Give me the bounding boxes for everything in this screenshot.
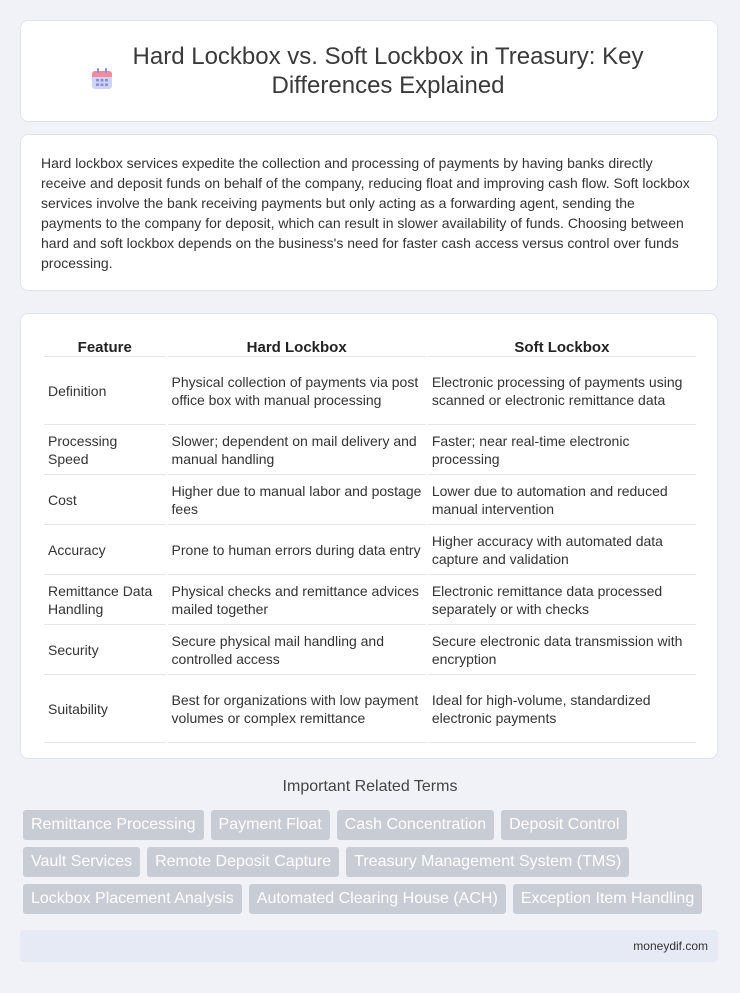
table-row bbox=[44, 425, 696, 475]
footer-site[interactable]: moneydif.com bbox=[633, 939, 708, 953]
hard-cell: Best for organizations with low payment volumes or complex remittance bbox=[168, 675, 426, 743]
tag-remittance-processing[interactable]: Remittance Processing bbox=[23, 810, 204, 840]
tag-treasury-management-system[interactable]: Treasury Management System (TMS) bbox=[346, 847, 629, 877]
feature-cell: Processing Speed bbox=[44, 425, 166, 475]
comparison-table-card bbox=[20, 313, 718, 759]
tag-vault-services[interactable]: Vault Services bbox=[23, 847, 140, 877]
tag-automated-clearing-house[interactable]: Automated Clearing House (ACH) bbox=[249, 884, 506, 914]
tag-remote-deposit-capture[interactable]: Remote Deposit Capture bbox=[147, 847, 339, 877]
related-terms-heading: Important Related Terms bbox=[282, 778, 458, 795]
hard-cell: Higher due to manual labor and postage fees bbox=[168, 475, 426, 525]
table-header-soft: Soft Lockbox bbox=[428, 334, 696, 357]
summary-text: Hard lockbox services expedite the collection and processing of payments by having banks directly receive and deposit funds on behalf of the company, reducing float and improving cash flow. Soft lockbox services involve the bank receiving payments but only acting as a forwarding agent, sending the payments to the company for deposit, which can result in slower availability of funds. Choosing between hard and soft lockbox depends on the business's need for faster cash access versus control over funds processing. bbox=[41, 155, 690, 271]
tag-lockbox-placement-analysis[interactable]: Lockbox Placement Analysis bbox=[23, 884, 242, 914]
soft-cell: Electronic processing of payments using scanned or electronic remittance data bbox=[428, 357, 696, 425]
feature-cell: Remittance Data Handling bbox=[44, 575, 166, 625]
feature-cell: Accuracy bbox=[44, 525, 166, 575]
feature-cell: Definition bbox=[44, 357, 166, 425]
feature-cell: Suitability bbox=[44, 675, 166, 743]
soft-cell: Secure electronic data transmission with encryption bbox=[428, 625, 696, 675]
soft-cell: Higher accuracy with automated data capture and validation bbox=[428, 525, 696, 575]
table-header-feature: Feature bbox=[44, 334, 166, 357]
calendar-icon bbox=[89, 66, 115, 92]
hard-cell: Slower; dependent on mail delivery and manual handling bbox=[168, 425, 426, 475]
tag-payment-float[interactable]: Payment Float bbox=[211, 810, 330, 840]
soft-cell: Faster; near real-time electronic processing bbox=[428, 425, 696, 475]
title-card bbox=[20, 20, 718, 122]
soft-cell: Lower due to automation and reduced manual intervention bbox=[428, 475, 696, 525]
table-row bbox=[44, 475, 696, 525]
related-terms-list bbox=[23, 810, 723, 921]
hard-cell: Prone to human errors during data entry bbox=[168, 525, 426, 575]
summary-card bbox=[20, 134, 718, 291]
tag-exception-item-handling[interactable]: Exception Item Handling bbox=[513, 884, 702, 914]
table-row bbox=[44, 575, 696, 625]
feature-cell: Cost bbox=[44, 475, 166, 525]
table-header-hard: Hard Lockbox bbox=[168, 334, 426, 357]
hard-cell: Physical checks and remittance advices mailed together bbox=[168, 575, 426, 625]
comparison-table bbox=[42, 334, 698, 743]
tag-cash-concentration[interactable]: Cash Concentration bbox=[337, 810, 494, 840]
table-row bbox=[44, 625, 696, 675]
soft-cell: Electronic remittance data processed separately or with checks bbox=[428, 575, 696, 625]
hard-cell: Physical collection of payments via post office box with manual processing bbox=[168, 357, 426, 425]
table-row bbox=[44, 525, 696, 575]
table-row bbox=[44, 675, 696, 743]
tag-deposit-control[interactable]: Deposit Control bbox=[501, 810, 627, 840]
feature-cell: Security bbox=[44, 625, 166, 675]
hard-cell: Secure physical mail handling and controlled access bbox=[168, 625, 426, 675]
soft-cell: Ideal for high-volume, standardized electronic payments bbox=[428, 675, 696, 743]
table-row bbox=[44, 357, 696, 425]
page-title: Hard Lockbox vs. Soft Lockbox in Treasury: Key Differences Explained bbox=[132, 43, 644, 99]
footer bbox=[20, 930, 718, 962]
